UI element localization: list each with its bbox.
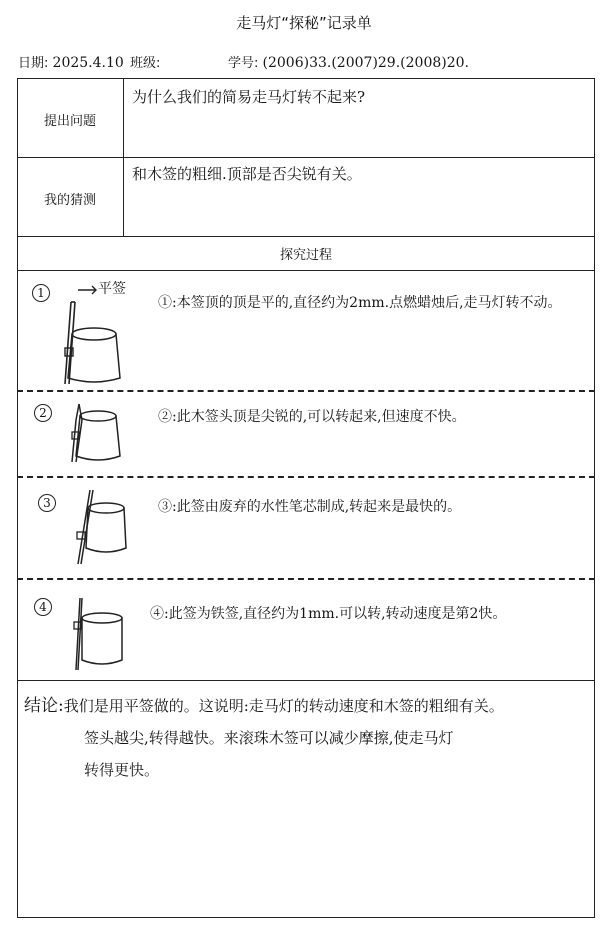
step-4-text: ④:此签为铁签,直径约为1mm.可以转,转动速度是第2快。 [150,606,507,622]
conclusion-label: 结论: [24,696,64,716]
page-title: 走马灯“探秘”记录单 [236,14,372,32]
row-divider-2 [17,236,595,237]
step-divider-2 [17,476,595,478]
class-field [130,52,160,71]
question-label: 提出问题 [43,114,96,129]
student-id-field [228,52,469,71]
guess-answer: 和木签的粗细.顶部是否尖锐有关。 [132,165,362,183]
lantern-sketch-pointed-stick [64,400,124,466]
process-header: 探究过程 [279,248,332,263]
conclusion-block [24,690,596,786]
row-divider-3 [17,270,595,271]
lantern-sketch-pen-refill [68,484,132,566]
lantern-sketch-iron-stick [66,592,130,674]
step-3-text: ③:此签由废弃的水性笔芯制成,转起来是最快的。 [158,499,462,515]
conclusion-divider [17,680,595,681]
row-divider-1 [17,157,595,158]
date-label: 日期: [18,56,49,71]
flat-stick-label: 平签 [98,281,126,297]
date-field [18,52,124,71]
conclusion-line-3: 转得更快。 [84,761,160,779]
step-1-text: ①:本签顶的顶是平的,直径约为2mm.点燃蜡烛后,走马灯转不动。 [158,295,562,311]
step-2-number: 2 [34,404,52,422]
guess-label: 我的猜测 [43,193,96,208]
conclusion-line-1 [24,690,596,722]
step-1-number: 1 [32,284,50,302]
question-answer: 为什么我们的简易走马灯转不起来? [132,88,366,106]
student-id-value: (2006)33.(2007)29.(2008)20. [262,55,469,71]
step-divider-3 [17,578,595,580]
conclusion-line-2: 签头越尖,转得越快。来滚珠木签可以减少摩擦,使走马灯 [84,729,454,747]
step-divider-1 [17,390,595,392]
class-label: 班级: [130,56,161,71]
step-4-number: 4 [34,598,52,616]
step-2-text: ②:此木签头顶是尖锐的,可以转起来,但速度不快。 [158,409,466,425]
student-id-label: 学号: [228,56,259,71]
date-value: 2025.4.10 [52,55,124,71]
step-3-number: 3 [38,494,56,512]
conclusion-text-1: 我们是用平签做的。这说明:走马灯的转动速度和木签的粗细有关。 [63,697,504,715]
